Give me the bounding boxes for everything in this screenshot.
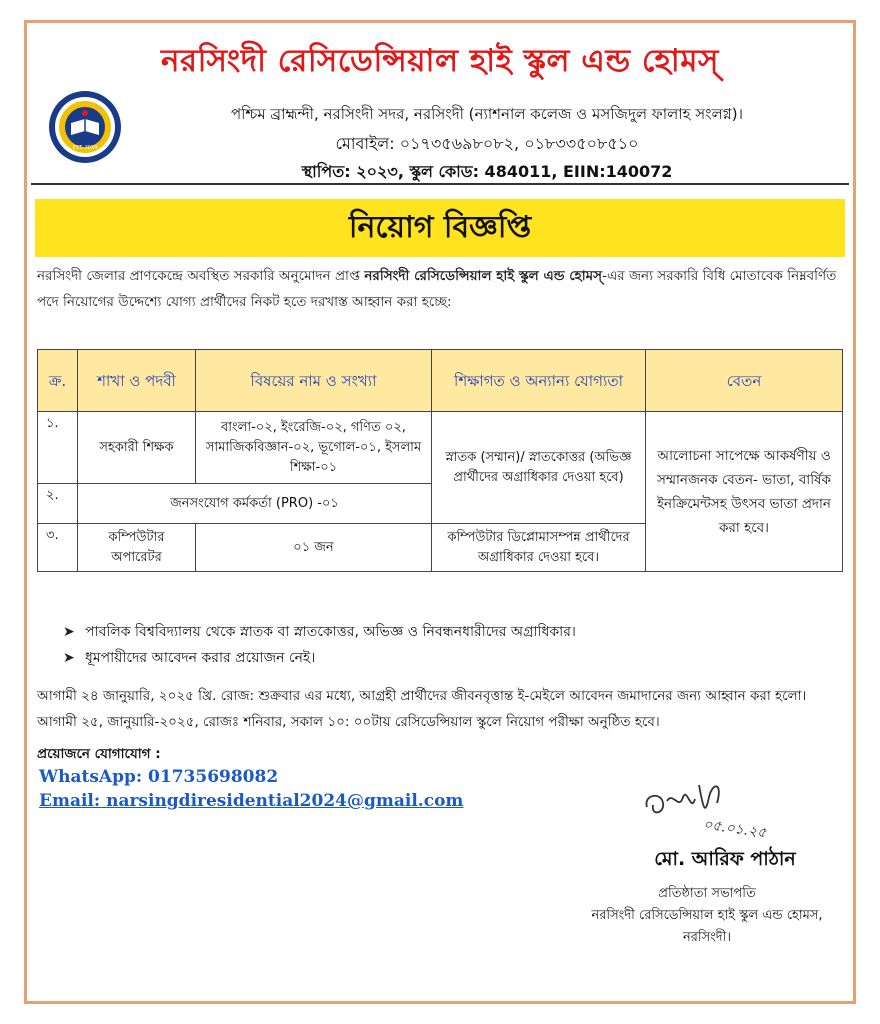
intro-prefix: নরসিংদী জেলার প্রাণকেন্দ্রে অবস্থিত সরকারি অনুমোদন প্রাপ্ত bbox=[37, 268, 365, 284]
arrow-bullet-icon: ➤ bbox=[63, 624, 75, 640]
list-item bbox=[63, 645, 843, 671]
arrow-bullet-icon: ➤ bbox=[63, 650, 75, 666]
signer-title: প্রতিষ্ঠাতা সভাপতি bbox=[658, 886, 756, 901]
school-logo-icon bbox=[47, 89, 123, 165]
row-post-full: জনসংযোগ কর্মকর্তা (PRO) -০১ bbox=[78, 484, 432, 524]
row-subject: ০১ জন bbox=[196, 524, 432, 572]
header-post: শাখা ও পদবী bbox=[78, 350, 196, 412]
list-item-text: ধূমপায়ীদের আবেদন করার প্রয়োজন নেই। bbox=[85, 650, 316, 666]
header-salary: বেতন bbox=[646, 350, 843, 412]
signature-date: ০৫.০১.২৫ bbox=[702, 816, 768, 842]
letterhead bbox=[27, 23, 853, 183]
header-serial: ক্র. bbox=[38, 350, 78, 412]
notice-title: নিয়োগ বিজ্ঞপ্তি bbox=[35, 199, 845, 257]
address-line: পশ্চিম ব্রাহ্মন্দী, নরসিংদী সদর, নরসিংদী (ন্যাশনাল কলেজ ও মসজিদুল ফালাহ সংলগ্ন)। bbox=[230, 105, 744, 123]
row-subject: বাংলা-০২, ইংরেজি-০২, গণিত ০২, সামাজিকবিজ্ঞান-০২, ভূগোল-০১, ইসলাম শিক্ষা-০১ bbox=[196, 412, 432, 484]
signer-name: মো. আরিফ পাঠান bbox=[654, 848, 796, 870]
row-serial: ১. bbox=[38, 412, 78, 484]
logo-text: EST. 2024 bbox=[72, 145, 98, 151]
mobile-line: মোবাইল: ০১৭৩৫৬৯৮০৮২, ০১৮৩৩৫০৮৫১০ bbox=[335, 134, 639, 153]
row-serial: ২. bbox=[38, 484, 78, 524]
header-divider bbox=[31, 183, 849, 185]
intro-suffix: -এর জন্য সরকারি বিধি মোতাবেক নিম্নবর্ণিত পদে নিয়োগের উদ্দেশ্যে যোগ্য প্রার্থীদের নিকট হতে দরখাস্ত আহ্বান করা হচ্ছে: bbox=[37, 268, 837, 310]
list-item-text: পাবলিক বিশ্ববিদ্যালয় থেকে স্নাতক বা স্নাতকোত্তর, অভিজ্ঞ ও নিবন্ধনধারীদের অগ্রাধিকার। bbox=[85, 624, 576, 640]
list-item bbox=[63, 619, 843, 645]
row-qualification: স্নাতক (সম্মান)/ স্নাতকোত্তর (অভিজ্ঞ প্রার্থীদের অগ্রাধিকার দেওয়া হবে) bbox=[432, 412, 646, 524]
header-subject: বিষয়ের নাম ও সংখ্যা bbox=[196, 350, 432, 412]
intro-paragraph bbox=[37, 263, 845, 315]
school-name: নরসিংদী রেসিডেন্সিয়াল হাই স্কুল এন্ড হোমস্ bbox=[161, 43, 719, 79]
contact-title: প্রয়োজনে যোগাযোগ : bbox=[37, 746, 161, 762]
email-link[interactable]: narsingdiresidential2024@gmail.com bbox=[106, 791, 464, 811]
header-qualification: শিক্ষাগত ও অন্যান্য যোগ্যতা bbox=[432, 350, 646, 412]
row-qualification: কম্পিউটার ডিপ্লোমাসম্পন্ন প্রার্থীদের অগ্রাধিকার দেওয়া হবে। bbox=[432, 524, 646, 572]
whatsapp-contact[interactable]: WhatsApp: 01735698082 bbox=[39, 767, 279, 787]
requirements-list bbox=[63, 619, 843, 671]
intro-school-name: নরসিংদী রেসিডেন্সিয়াল হাই স্কুল এন্ড হোমস্ bbox=[364, 268, 603, 284]
table-row bbox=[38, 412, 843, 484]
established-line: স্থাপিত: ২০২৩, স্কুল কোড: 484011, EIIN:140072 bbox=[301, 162, 673, 181]
vacancy-table bbox=[37, 349, 843, 572]
signer-title-block bbox=[587, 883, 827, 949]
signer-organization: নরসিংদী রেসিডেন্সিয়াল হাই স্কুল এন্ড হোমস, নরসিংদী। bbox=[591, 908, 823, 945]
application-deadline-paragraph: আগামী ২৪ জানুয়ারি, ২০২৫ খ্রি. রোজ: শুক্রবার এর মধ্যে, আগ্রহী প্রার্থীদের জীবনবৃত্তান্ত ই-মেইলে আবেদন জমাদানের জন্য আহ্বান করা হলো। আগামী ২৫, জানুয়ারি-২০২৫, রোজঃ শনিবার, সকাল ১০: ০০টায় রেসিডেন্সিয়াল স্কুলে নিয়োগ পরীক্ষা অনুষ্ঠিত হবে। bbox=[37, 688, 807, 730]
email-contact[interactable] bbox=[39, 791, 463, 811]
salary-cell: আলোচনা সাপেক্ষে আকর্ষণীয় ও সম্মানজনক বেতন- ভাতা, বার্ষিক ইনক্রিমেন্টসহ উৎসব ভাতা প্রদান করা হবে। bbox=[646, 412, 843, 572]
email-label: Email: bbox=[39, 791, 107, 811]
notice-frame bbox=[24, 20, 856, 1004]
row-post: সহকারী শিক্ষক bbox=[78, 412, 196, 484]
table-header-row bbox=[38, 350, 843, 412]
row-serial: ৩. bbox=[38, 524, 78, 572]
row-post: কম্পিউটার অপারেটর bbox=[78, 524, 196, 572]
